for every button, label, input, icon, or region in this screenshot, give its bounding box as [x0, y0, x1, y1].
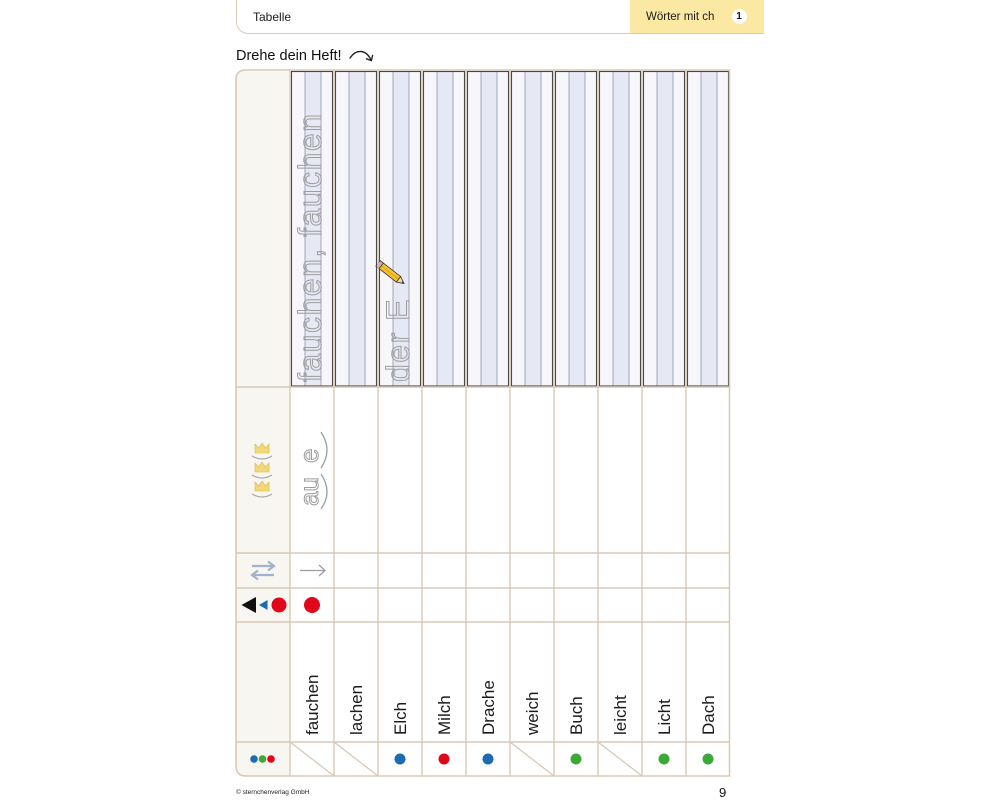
topic-number-badge: 1: [732, 9, 747, 24]
word-label: Buch: [567, 696, 586, 735]
word-label: Elch: [391, 701, 410, 735]
x-height-band: [437, 72, 453, 386]
green-dot: [259, 755, 267, 763]
syllable-cell: [294, 432, 327, 509]
word-column: [598, 72, 642, 777]
x-height-band: [569, 72, 585, 386]
crowns-syllable-arcs-icon: [252, 443, 272, 497]
x-height-band: [525, 72, 541, 386]
word-label: Licht: [655, 699, 674, 735]
word-column: [688, 72, 729, 765]
writing-lines-cell: [376, 72, 421, 387]
x-height-band: [349, 72, 365, 386]
copyright-notice: © sternchenverlag GmbH: [236, 789, 310, 796]
word-label: fauchen: [303, 674, 322, 735]
word-column: [376, 72, 421, 765]
word-column: [290, 72, 334, 777]
word-column: [424, 72, 465, 765]
sound-marker-dot: [304, 597, 320, 613]
x-height-band: [481, 72, 497, 386]
writing-lines-cell: [600, 72, 641, 387]
writing-lines-cell: [292, 72, 333, 387]
writing-sample-text: der E: [380, 298, 416, 382]
word-column: [468, 72, 509, 765]
word-label: Drache: [479, 680, 498, 735]
writing-lines-cell: [556, 72, 597, 387]
writing-sample-text: fauchen, fauchen: [292, 112, 328, 382]
color-dot: [659, 754, 670, 765]
word-label: lachen: [347, 684, 366, 735]
page-number: 9: [719, 785, 727, 800]
x-height-band: [613, 72, 629, 386]
topic-title: Wörter mit ch: [646, 11, 715, 23]
three-color-dots-icon: [250, 755, 275, 763]
word-label: leicht: [611, 695, 630, 735]
header-topic: [630, 0, 764, 33]
right-arrow-icon: [300, 565, 325, 576]
word-column: [556, 72, 597, 765]
crossed-out-mark: [598, 742, 642, 776]
instruction-text: Drehe dein Heft!: [236, 48, 342, 64]
writing-lines-cell: [688, 72, 729, 387]
word-label: weich: [523, 691, 542, 735]
red-dot: [267, 755, 275, 763]
crossed-out-mark: [334, 742, 378, 776]
x-height-band: [701, 72, 717, 386]
word-table: [230, 64, 736, 782]
writing-lines-cell: [512, 72, 553, 387]
color-dot: [571, 754, 582, 765]
word-column: [334, 72, 378, 777]
writing-lines-cell: [424, 72, 465, 387]
page-header: [236, 0, 764, 34]
color-dot: [483, 754, 494, 765]
word-label: Dach: [699, 695, 718, 735]
color-dot: [703, 754, 714, 765]
crossed-out-mark: [510, 742, 554, 776]
syllable-text: au: [294, 477, 324, 506]
section-label: Tabelle: [253, 10, 292, 24]
turn-arrow-icon: [348, 46, 376, 66]
x-height-band: [657, 72, 673, 386]
red-dot: [272, 598, 287, 613]
blue-dot: [250, 755, 258, 763]
writing-lines-cell: [336, 72, 377, 387]
color-dot: [395, 754, 406, 765]
writing-lines-cell: [644, 72, 685, 387]
syllable-text: e: [294, 448, 324, 463]
color-dot: [439, 754, 450, 765]
word-column: [644, 72, 685, 765]
icon-column-background: [236, 70, 290, 776]
writing-lines-cell: [468, 72, 509, 387]
crossed-out-mark: [290, 742, 334, 776]
word-label: Milch: [435, 695, 454, 735]
word-column: [510, 72, 554, 777]
